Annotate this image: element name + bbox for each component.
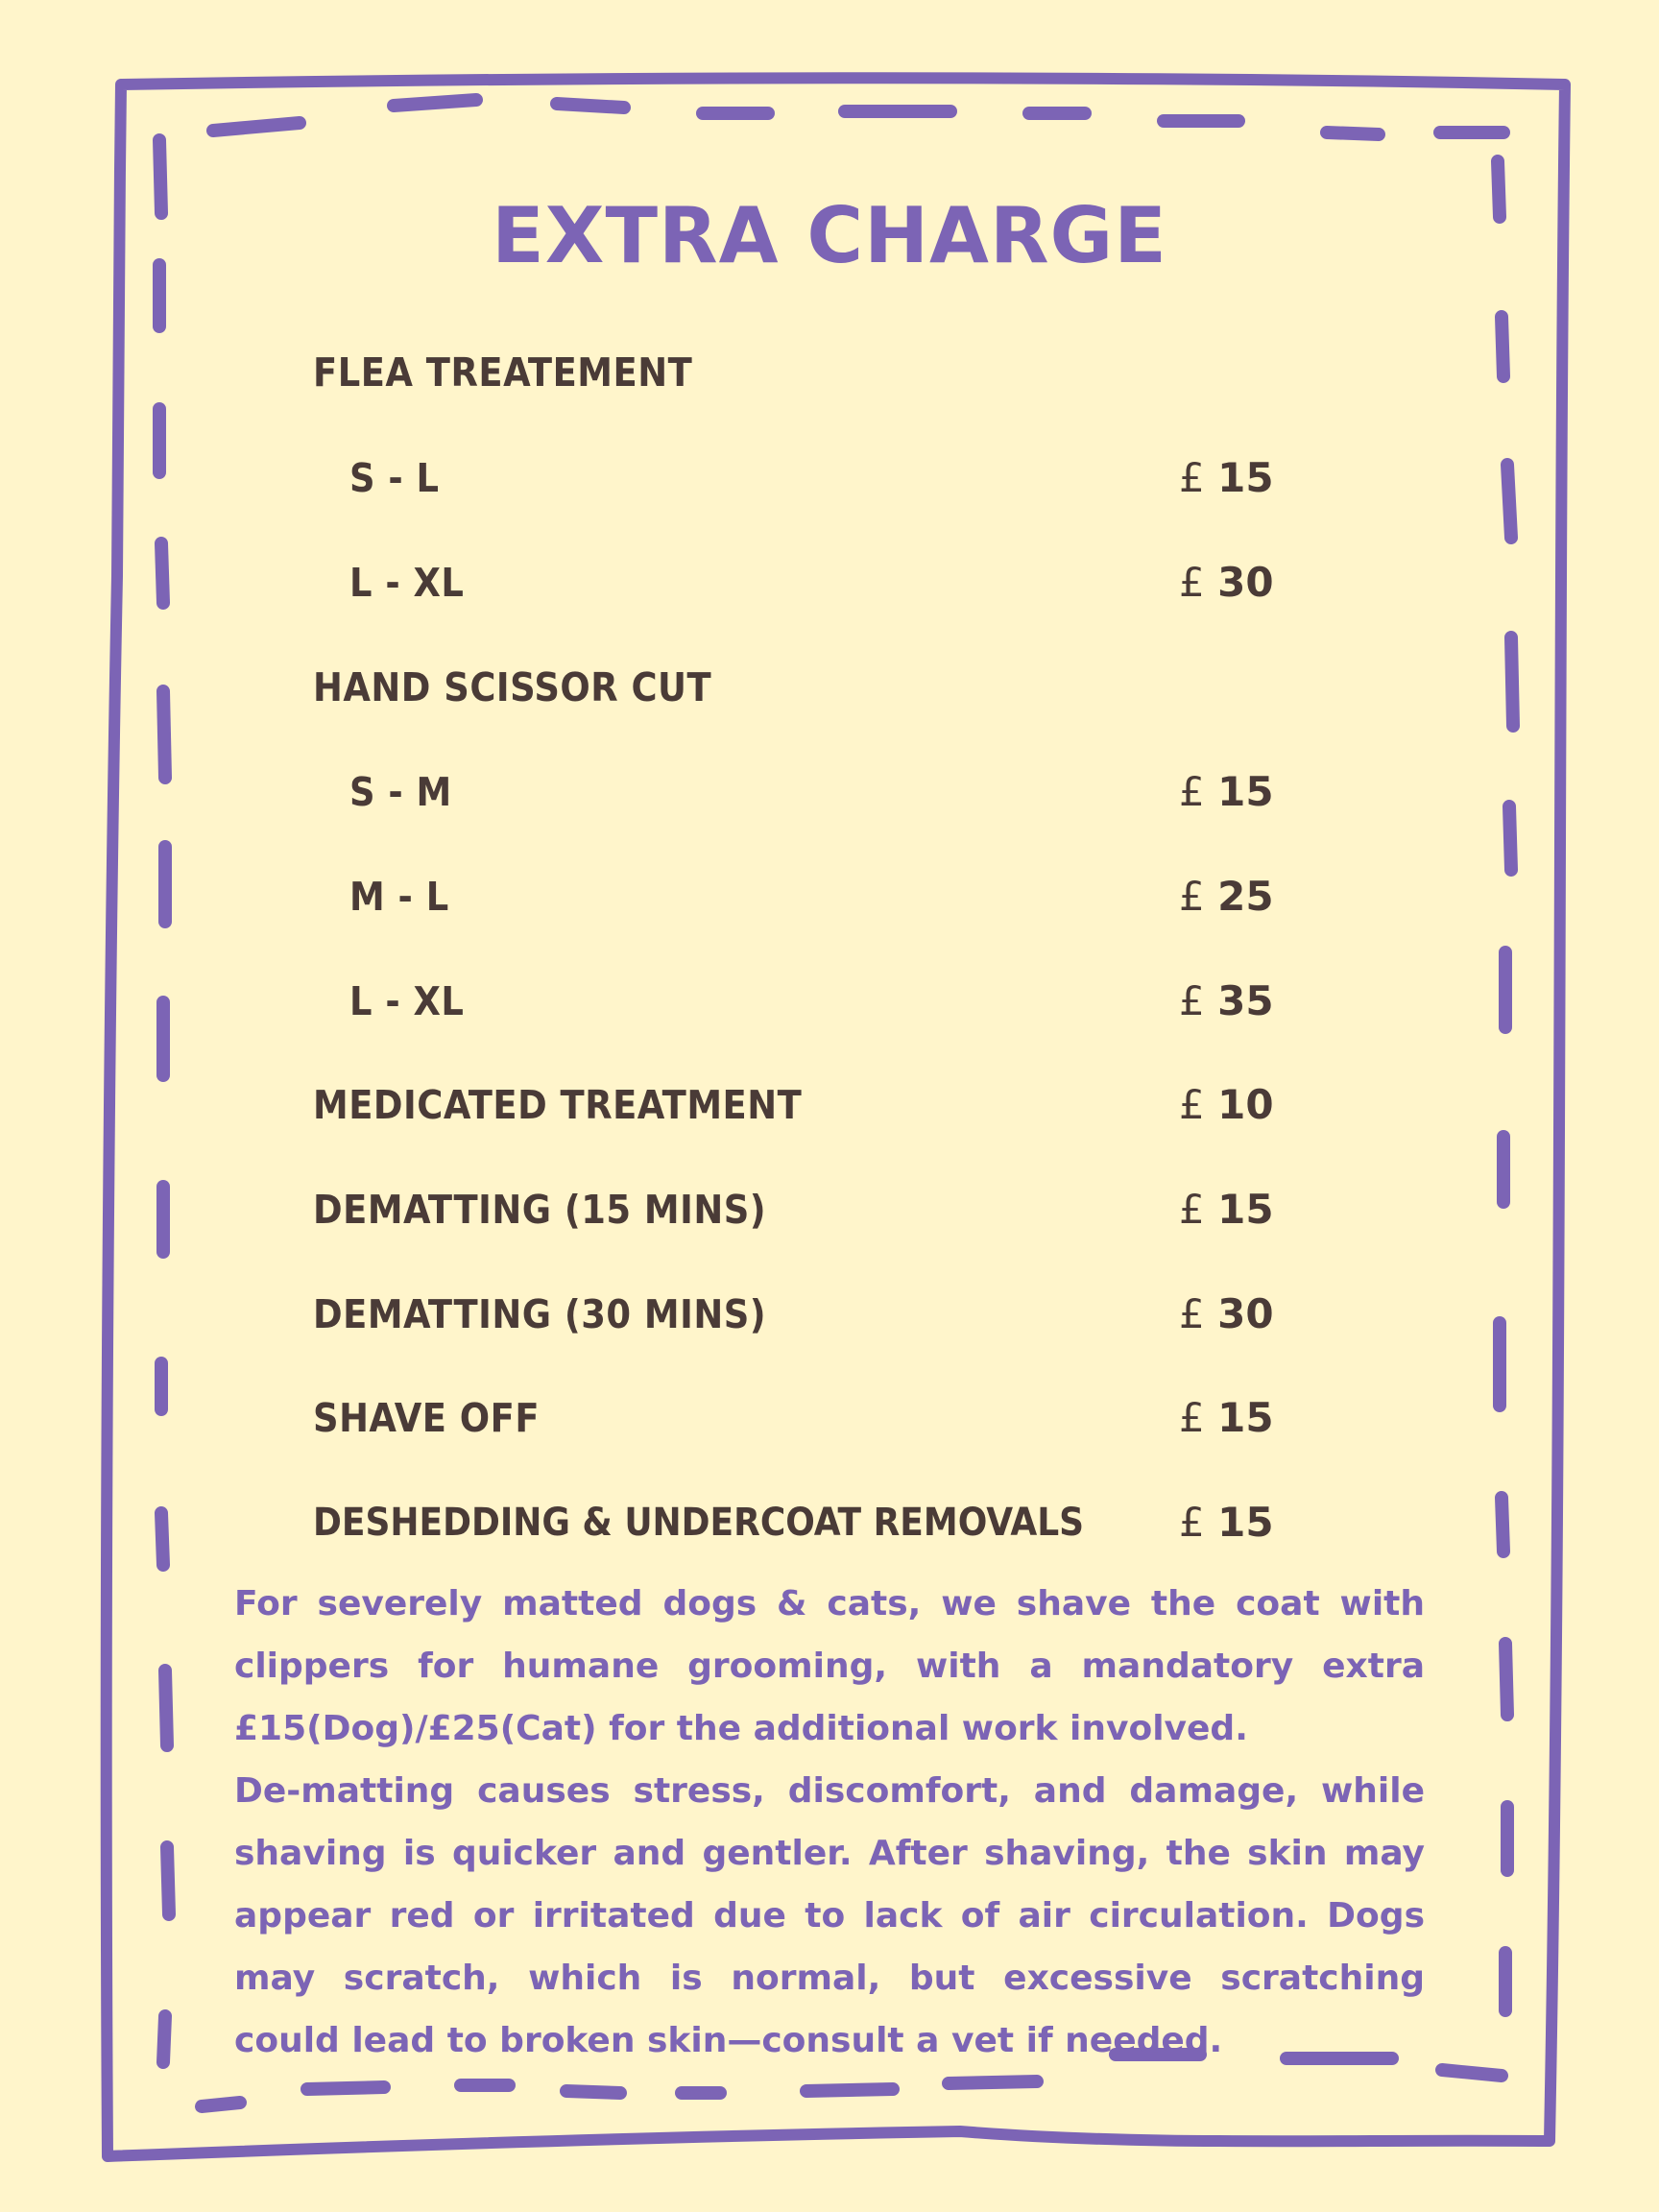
price-amount: 15 — [1217, 454, 1274, 501]
item-label: DEMATTING (15 MINS) — [313, 1187, 767, 1233]
currency-symbol: £ — [1179, 768, 1205, 815]
price-scissor-m-l — [1179, 868, 1274, 926]
price-amount: 10 — [1217, 1081, 1274, 1128]
currency-symbol: £ — [1179, 1081, 1205, 1128]
item-label: S - L — [349, 455, 440, 501]
currency-symbol: £ — [1179, 977, 1205, 1024]
item-label: MEDICATED TREATMENT — [313, 1082, 803, 1128]
notes-block — [234, 1573, 1425, 2072]
item-label: DEMATTING (30 MINS) — [313, 1291, 767, 1337]
currency-symbol: £ — [1179, 559, 1205, 606]
price-medicated — [1179, 1076, 1274, 1134]
price-amount: 30 — [1217, 559, 1274, 606]
price-shave-off — [1179, 1389, 1274, 1447]
currency-symbol: £ — [1179, 1394, 1205, 1441]
item-label: S - M — [349, 769, 452, 815]
note-paragraph-dematting: De-matting causes stress, discomfort, and damage, while shaving is quicker and gentler. After shaving, the skin may appear red or irritated due to lack of air circulation. Dogs may scratch, which is normal, but excessive scratching could lead to broken skin—consult a vet if needed. — [234, 1771, 1425, 2060]
item-label: DESHEDDING & UNDERCOAT REMOVALS — [313, 1501, 1085, 1545]
price-scissor-l-xl — [1179, 973, 1274, 1030]
price-flea-l-xl — [1179, 554, 1274, 612]
price-amount: 15 — [1217, 1186, 1274, 1233]
item-label: L - XL — [349, 560, 465, 606]
price-deshedding — [1179, 1494, 1274, 1551]
currency-symbol: £ — [1179, 1186, 1205, 1233]
note-paragraph-matted: For severely matted dogs & cats, we shave the coat with clippers for humane grooming, with a mandatory extra £15(Dog)/£25(Cat) for the additional work involved. — [234, 1584, 1425, 1748]
item-label: M - L — [349, 874, 449, 920]
currency-symbol: £ — [1179, 1290, 1205, 1337]
price-amount: 30 — [1217, 1290, 1274, 1337]
price-amount: 25 — [1217, 873, 1274, 920]
currency-symbol: £ — [1179, 1499, 1205, 1546]
item-label: SHAVE OFF — [313, 1395, 541, 1441]
price-flea-s-l — [1179, 449, 1274, 507]
price-dematting-15 — [1179, 1181, 1274, 1238]
section-heading-label: HAND SCISSOR CUT — [313, 664, 712, 710]
price-amount: 15 — [1217, 1394, 1274, 1441]
price-amount: 15 — [1217, 768, 1274, 815]
currency-symbol: £ — [1179, 873, 1205, 920]
currency-symbol: £ — [1179, 454, 1205, 501]
price-dematting-30 — [1179, 1286, 1274, 1343]
price-scissor-s-m — [1179, 763, 1274, 821]
page-title: EXTRA CHARGE — [492, 191, 1167, 280]
price-amount: 35 — [1217, 977, 1274, 1024]
section-heading-label: FLEA TREATEMENT — [313, 349, 693, 396]
price-amount: 15 — [1217, 1499, 1274, 1546]
item-label: L - XL — [349, 978, 465, 1024]
